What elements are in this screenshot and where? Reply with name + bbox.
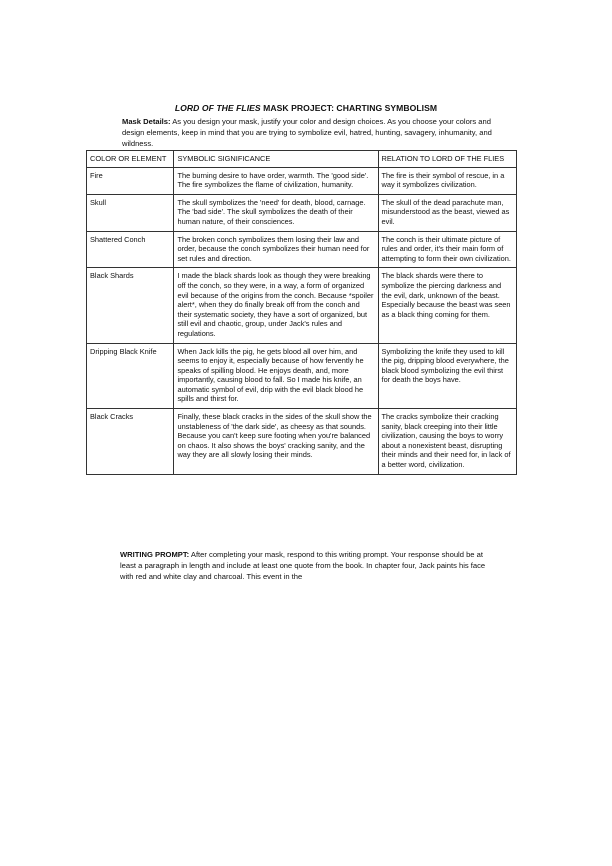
relation-cell: Symbolizing the knife they used to kill the pig, dripping blood everywhere, the black blood symbolizing the evil thirst for death the boys have. [378,343,516,409]
significance-cell: The burning desire to have order, warmth. The 'good side'. The fire symbolizes the flame of civilization, humanity. [174,167,378,194]
relation-cell: The skull of the dead parachute man, misunderstood as the beast, viewed as evil. [378,194,516,231]
element-cell: Shattered Conch [87,231,174,268]
relation-cell: The fire is their symbol of rescue, in a way it symbolizes civilization. [378,167,516,194]
significance-cell: The broken conch symbolizes them losing their law and order, because the conch symbolizes their human need for set rules and direction. [174,231,378,268]
relation-cell: The conch is their ultimate picture of rules and order, it's their main form of attempting to form their own civilization. [378,231,516,268]
relation-cell: The black shards were there to symbolize the piercing darkness and the evil, dark, unknown of the beast. Especially because the beast was seen as a black thing coming for them. [378,268,516,343]
writing-prompt-label: WRITING PROMPT: [120,550,190,559]
relation-cell: The cracks symbolize their cracking sanity, black creeping into their little civilization, causing the boys to worry about a nonexistent beast, disrupting their minds and their need for, in lack of a better word, civilization. [378,409,516,475]
element-cell: Fire [87,167,174,194]
title-book-name: LORD OF THE FLIES [174,103,261,113]
header-color-or-element: COLOR OR ELEMENT [87,151,174,168]
table-row [87,231,517,268]
symbolism-table [86,150,517,475]
element-cell: Dripping Black Knife [87,343,174,409]
significance-cell: Finally, these black cracks in the sides of the skull show the unstableness of 'the dark side', as cheesy as that sounds. Because you can't keep sure footing when you're balanced on chaos. It also shows the boys' cracking sanity, and the way they are all slowly losing their minds. [174,409,378,475]
mask-details-paragraph [122,116,508,149]
title-project-name: MASK PROJECT: CHARTING SYMBOLISM [260,103,438,113]
significance-cell: The skull symbolizes the 'need' for death, blood, carnage. The 'bad side'. The skull symbolizes the death of their human nature, of their consciences. [174,194,378,231]
element-cell: Skull [87,194,174,231]
table-row [87,268,517,343]
table-row [87,167,517,194]
writing-prompt-text: After completing your mask, respond to this writing prompt. Your response should be at least a paragraph in length and include at least one quote from the book. In chapter four, Jack paints his face with red and white clay and charcoal. This event in the [120,550,486,581]
element-cell: Black Shards [87,268,174,343]
element-cell: Black Cracks [87,409,174,475]
table-row [87,194,517,231]
writing-prompt-paragraph [120,549,500,582]
table-header-row [87,151,517,168]
header-relation: RELATION TO LORD OF THE FLIES [378,151,516,168]
table-row [87,343,517,409]
mask-details-label: Mask Details: [122,117,171,126]
header-symbolic-significance: SYMBOLIC SIGNIFICANCE [174,151,378,168]
table-row [87,409,517,475]
page-title [0,103,612,113]
mask-details-text: As you design your mask, justify your color and design choices. As you choose your colors and design elements, keep in mind that you are trying to symbolize evil, hatred, hunting, savagery, inhumanity, and wildness. [122,117,492,148]
significance-cell: I made the black shards look as though they were breaking off the conch, so they were, in a way, a form of organized evil because of the origins from the conch. Because *spoiler alert*, when they do finally break off from the conch and their systematic society, they have a sort of organized, but still evil and chaotic, group, under Jack's rules and regulations. [174,268,378,343]
significance-cell: When Jack kills the pig, he gets blood all over him, and seems to enjoy it, especially because of how fervently he speaks of spilling blood. He enjoys death, and, more importantly, causing blood to fall. So I made his knife, an automatic symbol of evil, drip with the evil black blood he spills and thirst for. [174,343,378,409]
